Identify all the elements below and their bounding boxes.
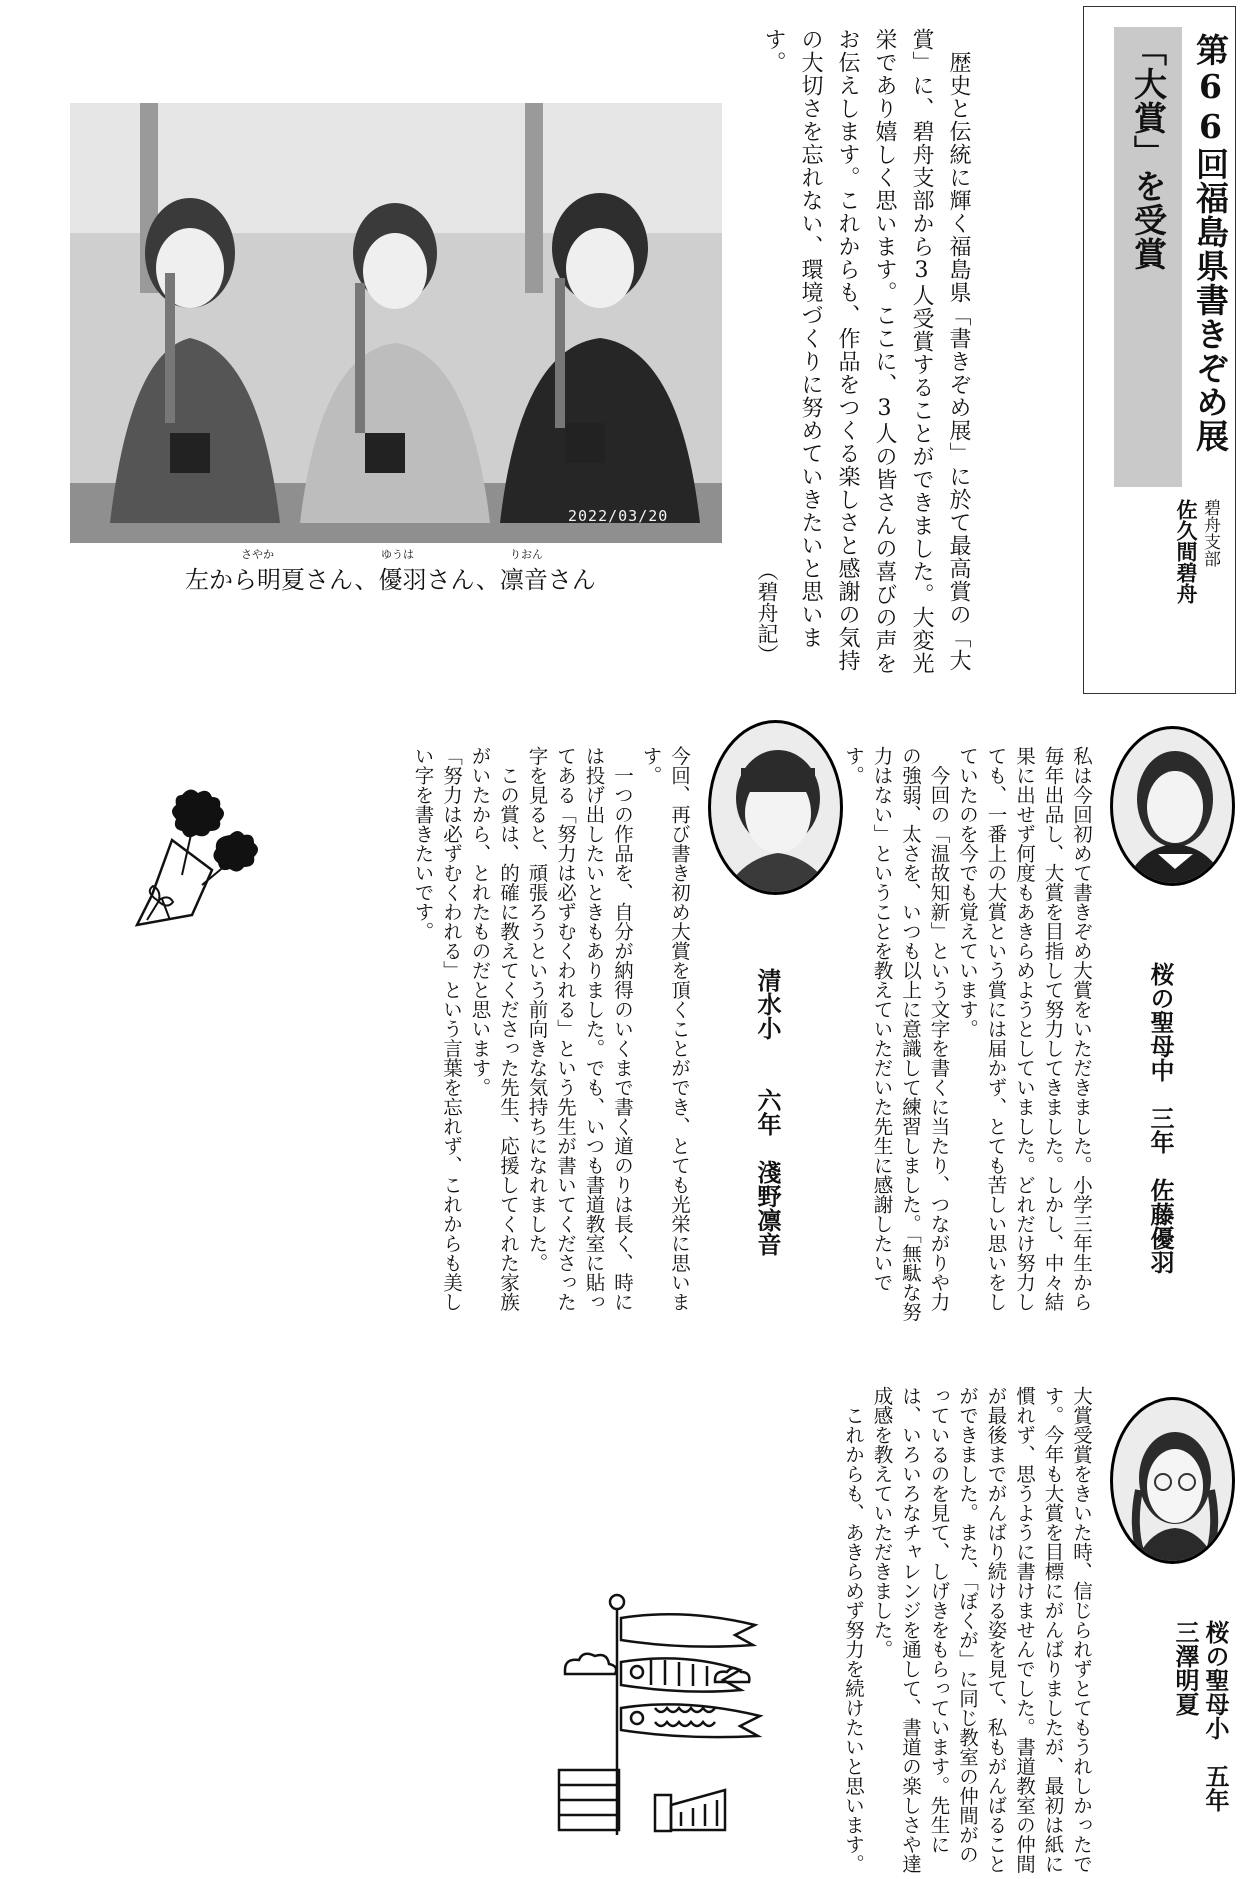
student-2-name: 淺野凛音 [753, 1160, 781, 1256]
caption-ruby-3: りおん [510, 548, 543, 561]
caption-ruby-1: さやか [241, 548, 274, 561]
student-3-header [1140, 1620, 1230, 1878]
photo-caption [185, 548, 596, 595]
group-photo-illustration [70, 103, 722, 543]
intro-credit: （碧舟記） [755, 560, 779, 665]
student-3-school: 桜の聖母小 [1201, 1620, 1229, 1740]
student-1-grade: 三年 [1146, 1106, 1174, 1154]
byline-name: 佐久間碧舟 [1174, 499, 1199, 604]
student-2-grade: 六年 [753, 1088, 781, 1136]
student-1-header [1145, 962, 1175, 1322]
student-3-name: 三澤明夏 [1171, 1620, 1199, 1716]
student-2-text: 今回、再び書き初め大賞を頂くことができ、とても光栄に思います。 一つの作品を、自分が納得のいくまで書く道のりは長く、時には投げ出したいときもありました。でも、いつも書道教室に貼ってある「努力は必ずむくわれる」という先生が書いてくださった字を見ると、頑張ろうという前向きな気持ちになれました。 この賞は、的確に教えてくださった先生、応援してくれた家族がいたから、とれたものだと思います。 「努力は必ずむくわれる」という言葉を忘れず、これからも美しい字を書きたいです。 [411, 746, 691, 1312]
student-1-school: 桜の聖母中 [1146, 962, 1174, 1082]
student-3-grade: 五年 [1201, 1764, 1229, 1812]
intro-paragraph: 歴史と伝統に輝く福島県「書きぞめ展」に於て最高賞の「大賞」に、碧舟支部から3人受賞することができました。大変光栄であり嬉しく思います。ここに、3人の皆さんの喜びの声をお伝えします。これからも、作品をつくる楽しさと感謝の気持の大切さを忘れない、環境づくりに努めていきたいと思います。 [761, 28, 971, 675]
caption-ruby-2: ゆうは [381, 548, 414, 561]
byline [1174, 499, 1222, 684]
student-2-school: 清水小 [753, 968, 781, 1040]
byline-affiliation: 碧舟支部 [1200, 499, 1220, 567]
avatar [708, 720, 843, 895]
avatar [1110, 726, 1235, 886]
group-photo [70, 103, 722, 543]
article-title: 第66回福島県書きぞめ展「大賞」を受賞 [1129, 33, 1230, 453]
student-1-name: 佐藤優羽 [1146, 1178, 1174, 1274]
photo-date-stamp: 2022/03/20 [568, 507, 669, 525]
student-1-text: 私は今回初めて書きぞめ大賞をいただきました。小学三年生から毎年出品し、大賞を目指して努力してきました。しかし、中々結果に出せず何度もあきらめようとしていました。どれだけ努力しても、一番上の大賞という賞には届かず、とても苦しい思いをしていたのを今でも覚えています。 今回の「温故知新」という文字を書くに当たり、つながりや力の強弱、太さを、いつも以上に意識して練習しました。「無駄な努力はない」ということを教えていただいた先生に感謝したいです。 [842, 746, 1093, 1322]
flower-bouquet-illustration [112, 775, 277, 930]
student-2-header [752, 968, 782, 1298]
koinobori-illustration [555, 1590, 775, 1840]
caption-text: 左から明夏さん、優羽さん、凛音さん [185, 566, 596, 594]
student-3-text: 大賞受賞をきいた時、信じられずとてもうれしかったです。今年も大賞を目標にがんばりましたが、最初は紙に慣れず、思うように書けませんでした。書道教室の仲間が最後までがんばり続ける姿を見て、私もがんばることができました。また、「ぼくが」に同じ教室の仲間がのっているのを見て、しげきをもらっています。先生には、いろいろなチャレンジを通して、書道の楽しさや達成感を教えていただきました。 これからも、あきらめず努力を続けたいと思います。 [842, 1386, 1093, 1874]
title-box [1083, 6, 1236, 694]
avatar [1110, 1397, 1235, 1564]
